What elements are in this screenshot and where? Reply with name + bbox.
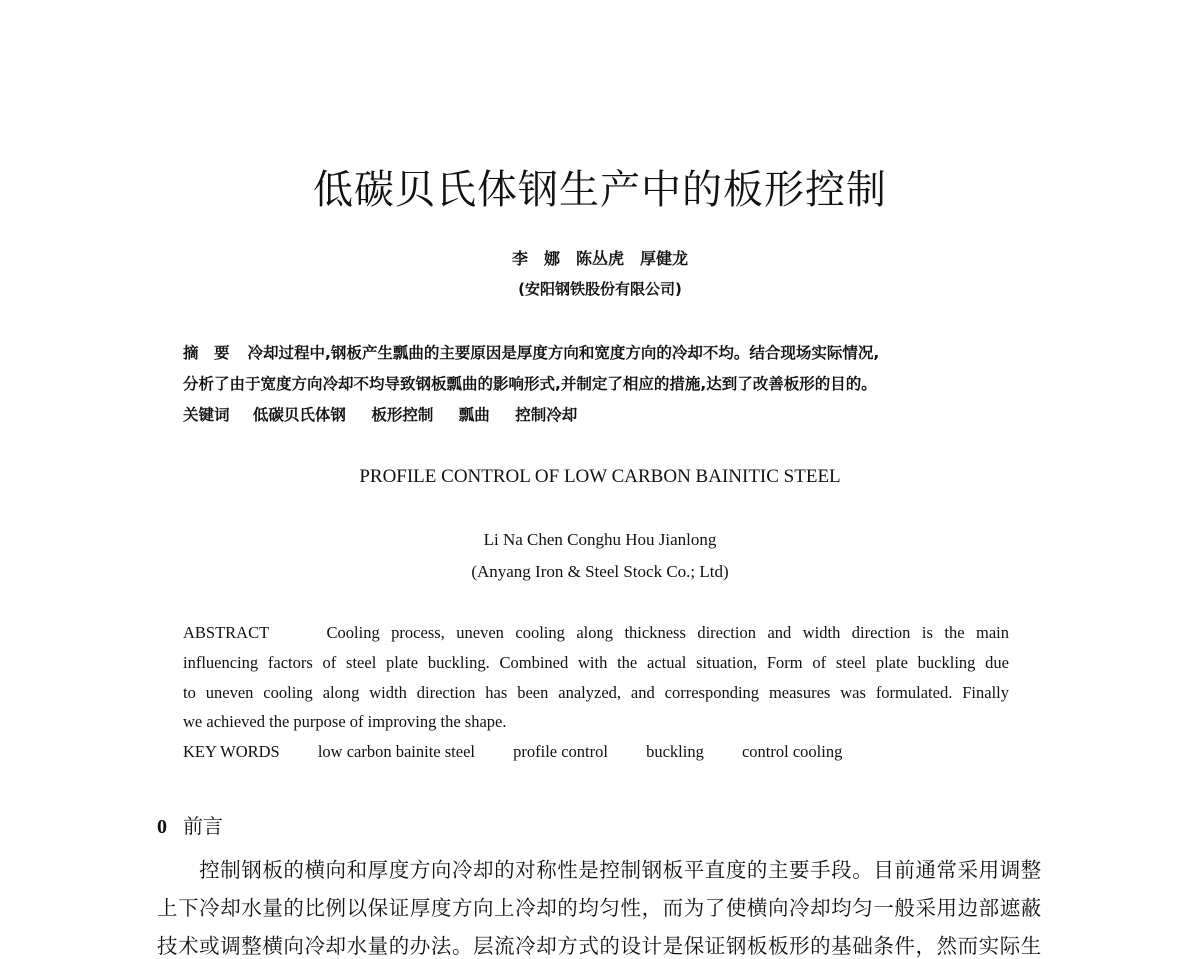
abstract-cn-text: 冷却过程中,钢板产生瓢曲的主要原因是厚度方向和宽度方向的冷却不均。结合现场实际情况,	[247, 344, 880, 362]
abstract-cn-line: 分析了由于宽度方向冷却不均导致钢板瓢曲的影响形式,并制定了相应的措施,达到了改善板形的目的。	[183, 375, 877, 393]
abstract-cn-line	[183, 341, 879, 363]
authors-en: Li Na Chen Conghu Hou Jianlong	[483, 530, 717, 549]
keyword: control cooling	[741, 742, 843, 761]
section-heading	[157, 810, 223, 839]
abstract-en-line: to uneven cooling along width direction has been analyzed, and corresponding measures was formulated. Finally	[183, 683, 1009, 702]
body-line: 上下冷却水量的比例以保证厚度方向上冷却的均匀性，而为了使横向冷却均匀一般采用边部遮蔽	[157, 896, 1041, 920]
body-line: 技术或调整横向冷却水量的办法。层流冷却方式的设计是保证钢板板形的基础条件，然而实际生	[157, 934, 1041, 958]
keyword: low carbon bainite steel	[317, 742, 475, 761]
body-line: 控制钢板的横向和厚度方向冷却的对称性是控制钢板平直度的主要手段。目前通常采用调整	[157, 858, 1041, 882]
abstract-cn-label: 摘 要	[183, 344, 230, 362]
keywords-cn-label: 关键词	[183, 406, 230, 424]
keywords-cn	[183, 403, 597, 425]
keywords-en	[183, 742, 1009, 764]
affiliation: (安阳钢铁股份有限公司)	[518, 280, 682, 298]
affiliation-en: (Anyang Iron & Steel Stock Co.; Ltd)	[471, 562, 729, 581]
abstract-en-line: we achieved the purpose of improving the shape.	[183, 712, 507, 731]
authors: 李 娜 陈丛虎 厚健龙	[511, 249, 688, 268]
abstract-en-text: Cooling process, uneven cooling along thickness direction and width direction is the main	[326, 623, 1009, 642]
paper-title: 低碳贝氏体钢生产中的板形控制	[313, 167, 887, 213]
keyword: profile control	[513, 742, 608, 761]
section-title: 前言	[183, 814, 223, 838]
abstract-en-label: ABSTRACT	[183, 623, 270, 642]
abstract-en-line: influencing factors of steel plate buckling. Combined with the actual situation, Form of steel plate buckling due	[183, 653, 1009, 672]
keywords-en-label: KEY WORDS	[183, 742, 280, 761]
keyword: 控制冷却	[515, 406, 578, 424]
keyword: 瓢曲	[458, 406, 490, 424]
paper-title-en: PROFILE CONTROL OF LOW CARBON BAINITIC STEEL	[359, 466, 841, 487]
abstract-en-line	[183, 623, 1009, 645]
keyword: 板形控制	[371, 406, 434, 424]
keyword: buckling	[646, 742, 704, 761]
keyword: 低碳贝氏体钢	[252, 406, 346, 424]
section-number: 0	[157, 816, 167, 838]
